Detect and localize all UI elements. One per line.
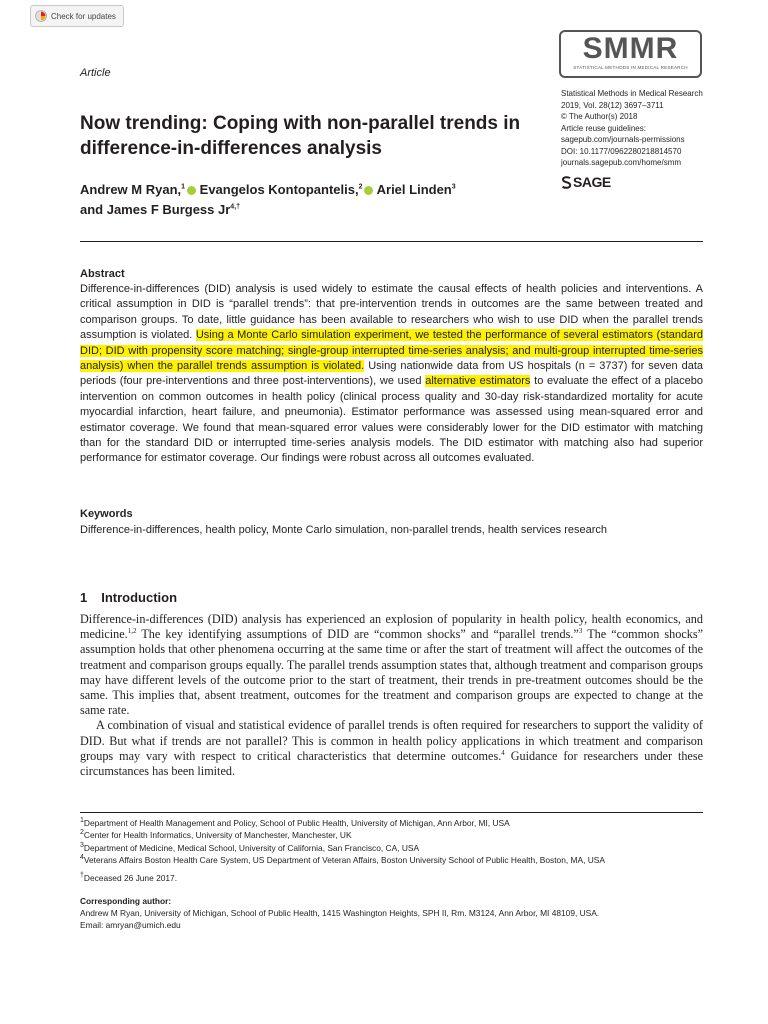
sage-s-icon [561,176,572,189]
check-for-updates-button[interactable] [30,5,124,27]
intro-text: A combination of visual and statistical evidence of parallel trends is often required for researchers to support the validity of DID. But what if trends are not parallel? This is common in health policy applications in which treatment and comparison groups may vary with respect to critical characteristics that determine outcomes. [80,718,703,763]
author-name: Ariel Linden [376,182,452,197]
affiliation-marker: 3 [80,841,84,849]
intro-text: Difference-in-differences (DID) analysis has experienced an explosion of popularity in health policy, health economics, and medicine. [80,612,703,642]
intro-paragraph [80,718,703,779]
affiliation-marker: 4 [80,854,84,862]
abstract-text-part: Difference-in-differences (DID) analysis is used widely to estimate the causal effects of health policies and interventions. A critical assumption in DID is “parallel trends”: that pre-intervention trends in outcomes are the same between treated and comparison groups. To date, little guidance has been available to researchers who wish to use DID when the parallel trends assumption is violated. [80,283,703,342]
corresponding-address: Andrew M Ryan, University of Michigan, School of Public Health, 1415 Washington Heights, SPH II, Rm. M3124, Ann Arbor, MI 48109, USA. [80,907,600,918]
intro-text: The key identifying assumptions of DID are “common shocks” and “parallel trends.” [136,627,579,642]
author-affiliation: 1 [181,183,186,191]
affiliation-item [80,817,703,829]
footnote-divider [80,812,703,813]
deceased-note [80,872,703,884]
intro-text: Guidance for researchers under these circumstances has been limited. [80,748,703,779]
meta-doi[interactable]: DOI: 10.1177/0962280218814570 [561,146,682,156]
check-updates-icon [35,10,47,22]
author-affiliation: 2 [358,183,363,191]
section-number: 1 [80,590,88,605]
affiliation-text: Department of Health Management and Policy, School of Public Health, University of Michigan, Ann Arbor, MI, USA [83,818,510,828]
meta-copyright: © The Author(s) 2018 [561,112,638,121]
citation-ref[interactable]: 3 [578,627,583,636]
abstract-text-part: to evaluate the effect of a placebo intervention on common outcomes in health policy (clinical process quality and 30-day risk-standardized mortality for acute myocardial infarction, heart failure, and pneumonia). Estimator performance was assessed using mean-squared error and estimator coverage. We found that mean-squared error values were considerably lower for the DID estimator with matching than for the standard DID or interrupted time-series analysis models. The DID estimator with matching also had superior performance for estimator coverage. Our findings were robust across all outcomes evaluated. [80,375,703,465]
citation-ref[interactable]: 1,2 [127,627,137,636]
keywords-text: Difference-in-differences, health policy, Monte Carlo simulation, non-parallel trends, health services research [80,524,608,536]
journal-logo [559,30,702,78]
author-name: Andrew M Ryan, [80,182,182,197]
author-name: Evangelos Kontopantelis, [199,182,359,197]
author-list [80,180,550,220]
author-affiliation: 3 [451,183,456,191]
deceased-text: Deceased 26 June 2017. [83,873,178,884]
abstract-text [80,282,703,467]
journal-meta [561,88,703,169]
meta-permissions-link[interactable]: sagepub.com/journals-permissions [561,135,685,144]
meta-journal-name: Statistical Methods in Medical Research [561,89,703,98]
journal-logo-text: SMMR [582,32,679,65]
affiliation-text: Veterans Affairs Boston Health Care System, US Department of Veteran Affairs, Boston University School of Public Health, Boston, MA, USA [83,854,605,865]
header-divider [80,241,703,242]
affiliation-item [80,842,703,854]
corresponding-email[interactable]: Email: amryan@umich.edu [80,919,181,930]
journal-logo-subtitle: STATISTICAL METHODS IN MEDICAL RESEARCH [573,65,688,70]
corresponding-author [80,896,703,931]
article-type: Article [80,67,111,79]
abstract-text-part: Using nationwide data from US hospitals (n = 3737) for seven data periods (four pre-interventions and three post-interventions), we used [80,360,704,388]
abstract-highlight: alternative estimators [425,375,531,388]
affiliation-marker: 2 [80,829,84,837]
deceased-marker: † [80,872,84,880]
intro-body [80,612,703,779]
corresponding-heading: Corresponding author: [80,896,172,906]
affiliation-text: Center for Health Informatics, University of Manchester, Manchester, UK [83,830,352,841]
intro-text: The “common shocks” assumption holds that other phenomena occurring at the same time or after the start of treatment will affect the outcomes of the treatment and comparison groups equally. The parallel trends assumption states that, although treatment and comparison groups may have different levels of the outcome prior to the start of treatment, their trends in pre-treatment outcomes should be the same. This implies that, absent treatment, outcomes for the treatment and comparison groups are expected to change at the same rate. [80,627,703,718]
affiliation-marker: 1 [80,817,84,825]
affiliation-item [80,829,703,841]
section-title: Introduction [101,590,178,605]
affiliation-item [80,854,703,866]
keywords-heading: Keywords [80,508,133,520]
intro-paragraph [80,612,703,718]
meta-journal-link[interactable]: journals.sagepub.com/home/smm [561,158,682,167]
affiliations [80,817,703,884]
abstract-highlight: Using a Monte Carlo simulation experiment, we tested the performance of several estimators (standard DID; DID with propensity score matching; single-group interrupted time-series analysis; and multi-group interrupted time-series analysis) when the parallel trends assumption is violated. [80,329,703,373]
meta-volume: 2019, Vol. 28(12) 3697–3711 [561,100,664,110]
citation-ref[interactable]: 4 [501,748,505,757]
affiliation-text: Department of Medicine, Medical School, University of California, San Francisco, CA, USA [83,842,420,853]
article-title: Now trending: Coping with non-parallel trends in difference-in-differences analysis [80,113,521,159]
orcid-icon[interactable] [187,186,196,195]
intro-heading [80,590,177,605]
check-for-updates-label: Check for updates [51,11,116,21]
orcid-icon[interactable] [364,186,373,195]
publisher-name: SAGE [573,174,611,190]
author-name: and James F Burgess Jr [80,202,231,217]
abstract-heading: Abstract [80,268,125,280]
publisher-logo [561,174,611,190]
author-affiliation: 4,† [230,203,241,211]
meta-reuse-label: Article reuse guidelines: [561,123,646,133]
